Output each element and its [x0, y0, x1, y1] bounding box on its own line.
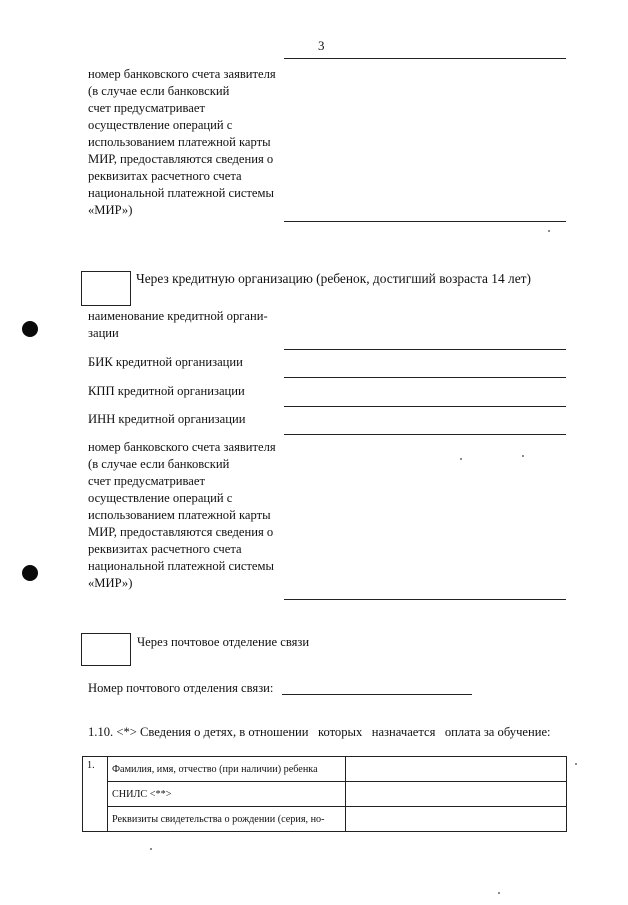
snils-label-cell: СНИЛС <**>: [108, 782, 346, 807]
bank-name-field[interactable]: [284, 349, 566, 350]
scan-speck: [522, 455, 524, 457]
birth-certificate-label-cell: Реквизиты свидетельства о рождении (серия, но-: [108, 807, 346, 832]
top-account-field[interactable]: [284, 221, 566, 222]
scan-speck: [498, 892, 500, 894]
scan-speck: [548, 230, 550, 232]
post-office-checkbox[interactable]: [81, 633, 131, 666]
credit-org-checkbox[interactable]: [81, 271, 131, 306]
table-row: [83, 757, 567, 782]
credit-account-label: номер банковского счета заявителя (в случае если банковский счет предусматривает осуществление операций с использованием платежной карты МИР, предоставляются сведения о реквизитах расчетного счета национальной платежной системы «МИР»): [88, 440, 276, 590]
post-office-number-field[interactable]: [282, 694, 472, 695]
inn-label: ИНН кредитной организации: [88, 412, 246, 426]
post-office-option-label: Через почтовое отделение связи: [137, 635, 310, 649]
credit-account-field[interactable]: [284, 599, 566, 600]
child-name-value-cell[interactable]: [346, 757, 567, 782]
children-table: [82, 756, 567, 832]
bik-field[interactable]: [284, 377, 566, 378]
table-row: [83, 807, 567, 832]
scan-speck: [460, 458, 462, 460]
child-name-label-cell: Фамилия, имя, отчество (при наличии) ребенка: [108, 757, 346, 782]
section-110-heading: 1.10. <*> Сведения о детях, в отношении которых назначается оплата за обучение:: [88, 725, 551, 739]
punch-hole-bottom: [22, 565, 38, 581]
table-row: [83, 782, 567, 807]
row-number-cell: 1.: [83, 757, 108, 832]
header-rule: [284, 58, 566, 59]
birth-certificate-value-cell[interactable]: [346, 807, 567, 832]
scan-speck: [575, 763, 577, 765]
post-office-number-label: Номер почтового отделения связи:: [88, 681, 274, 695]
scan-speck: [150, 848, 152, 850]
punch-hole-top: [22, 321, 38, 337]
page-number: 3: [318, 38, 325, 53]
snils-value-cell[interactable]: [346, 782, 567, 807]
bank-name-label: наименование кредитной органи- зации: [88, 309, 268, 340]
credit-org-option-label: Через кредитную организацию (ребенок, достигший возраста 14 лет): [136, 271, 531, 286]
kpp-field[interactable]: [284, 406, 566, 407]
top-account-label: номер банковского счета заявителя (в случае если банковский счет предусматривает осуществление операций с использованием платежной карты МИР, предоставляются сведения о реквизитах расчетного счета национальной платежной системы «МИР»): [88, 67, 276, 217]
inn-field[interactable]: [284, 434, 566, 435]
kpp-label: КПП кредитной организации: [88, 384, 245, 398]
bik-label: БИК кредитной организации: [88, 355, 243, 369]
